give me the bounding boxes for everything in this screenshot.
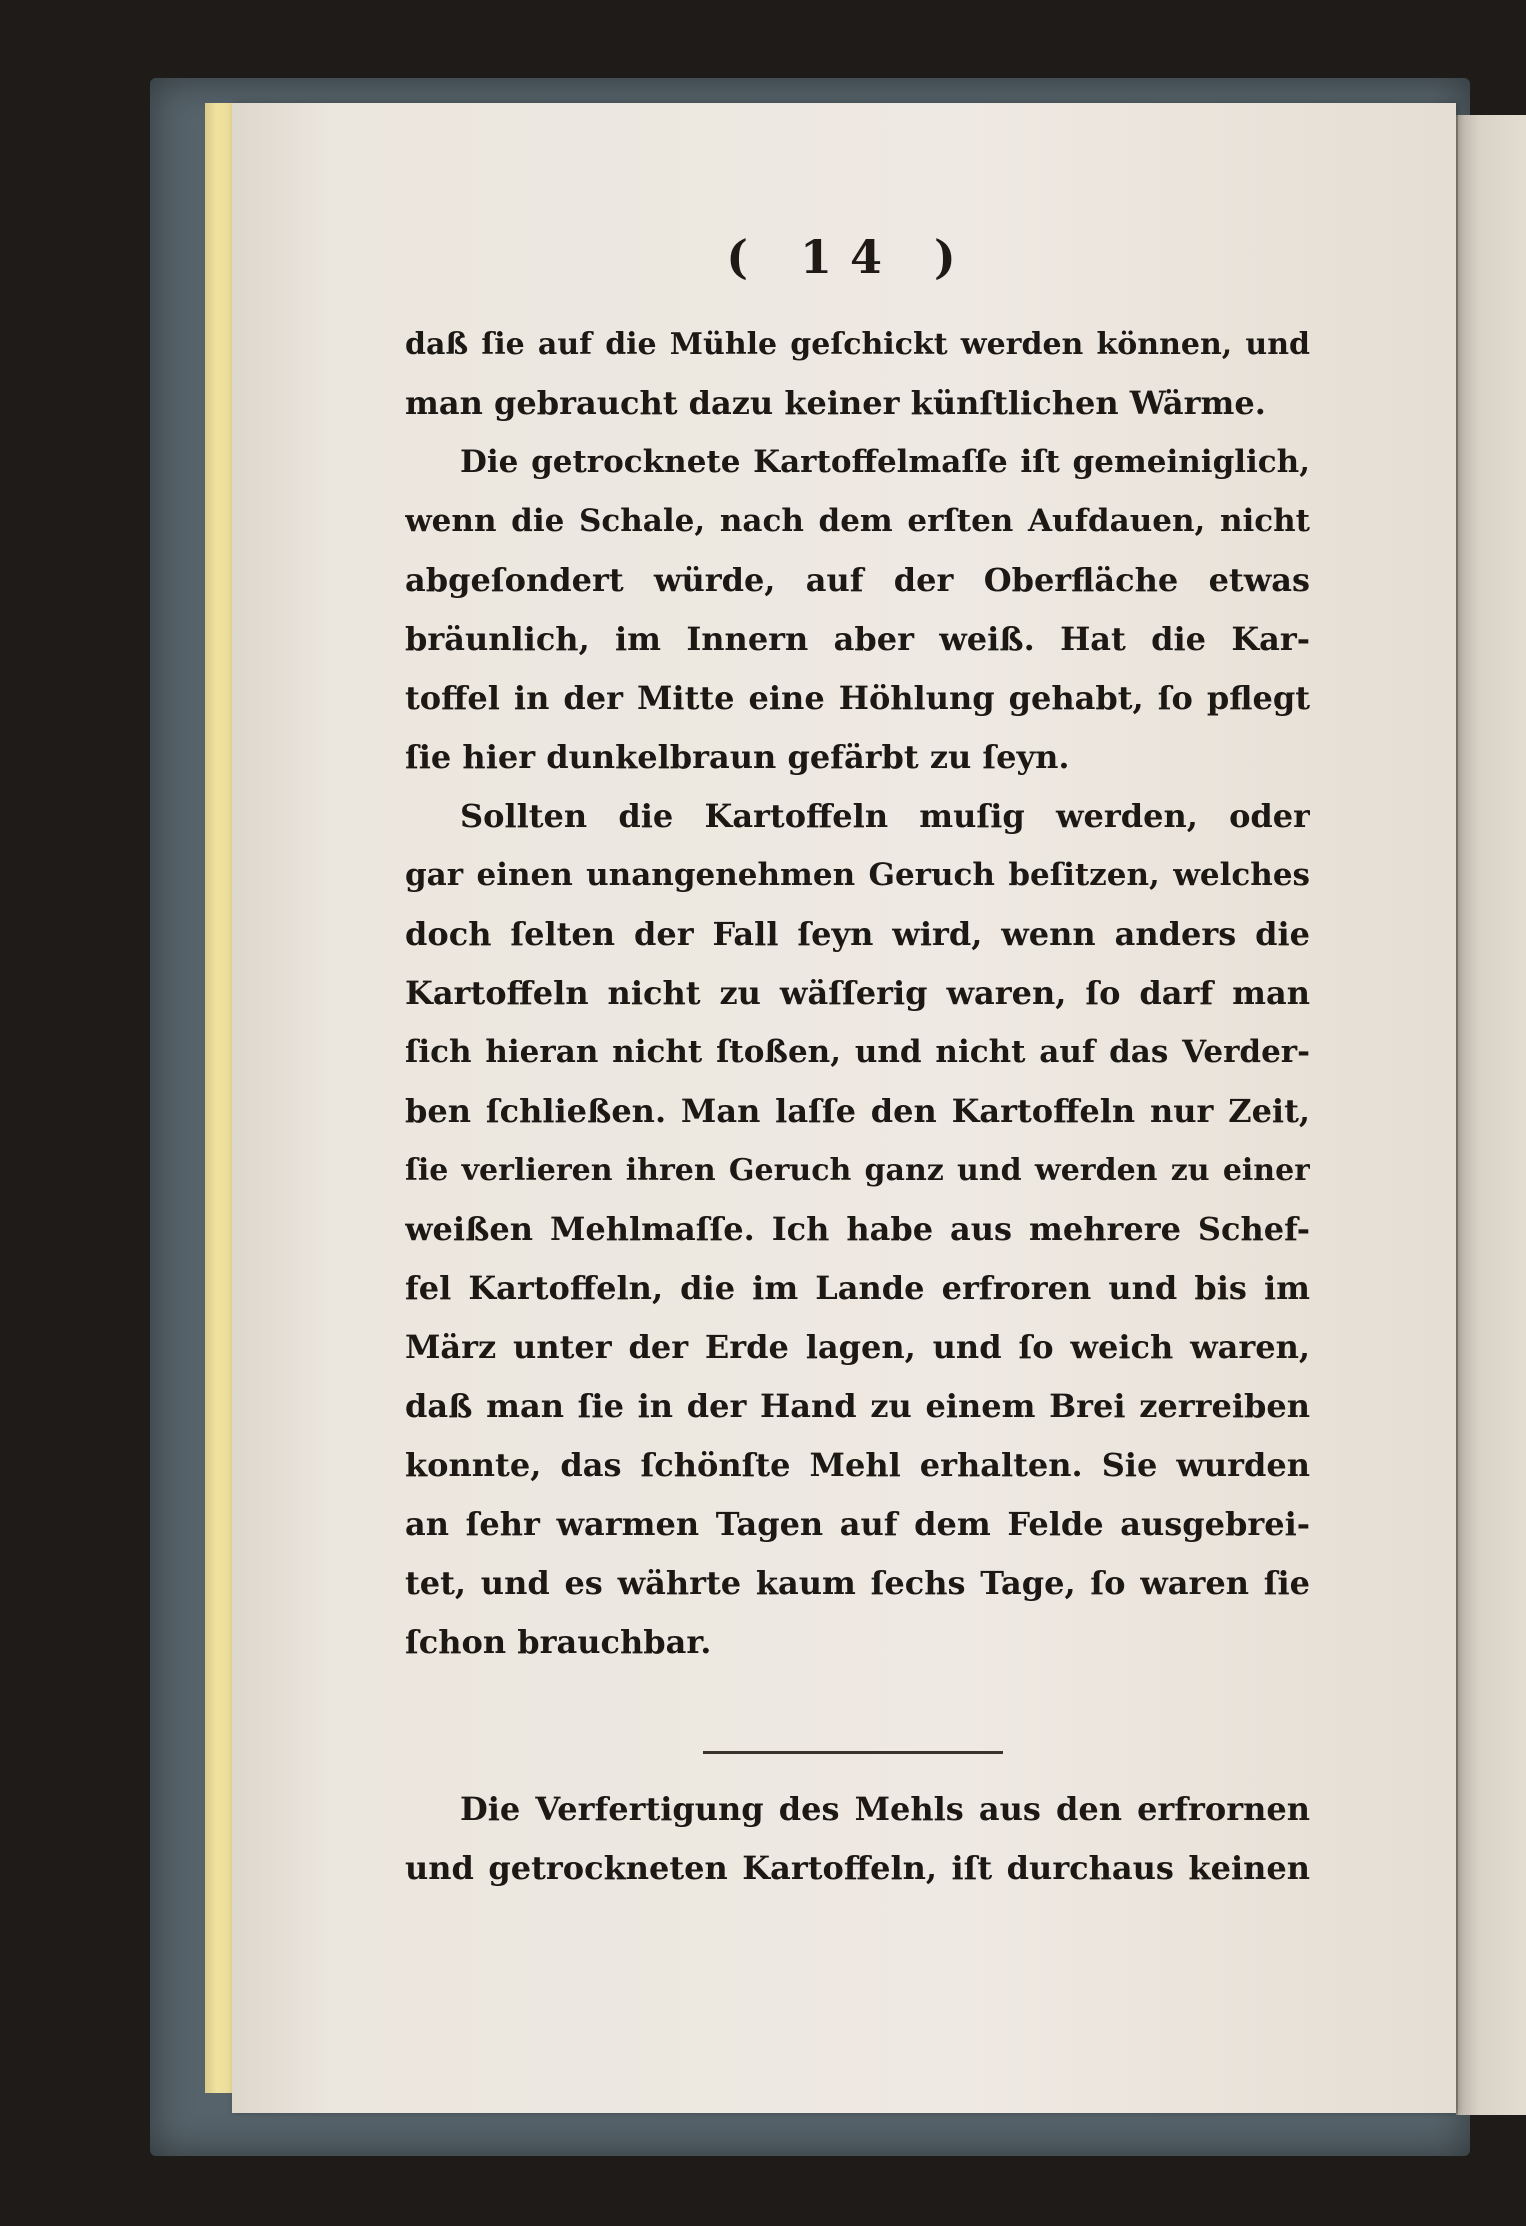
text-line: ſich hieran nicht ſtoßen, und nicht auf das Verder-	[405, 1034, 1310, 1070]
text-line: ſchon brauchbar.	[405, 1623, 712, 1661]
text-line: weißen Mehlmaſſe. Ich habe aus mehrere Schef-	[405, 1210, 1310, 1248]
text-line: März unter der Erde lagen, und ſo weich waren,	[405, 1328, 1310, 1366]
text-line: konnte, das ſchönſte Mehl erhalten. Sie wurden	[405, 1446, 1310, 1484]
text-line: Sollten die Kartoffeln muſig werden, oder	[460, 797, 1310, 835]
text-line: doch ſelten der Fall ſeyn wird, wenn anders die	[405, 915, 1310, 953]
text-line: ben ſchließen. Man laſſe den Kartoffeln nur Zeit,	[405, 1092, 1310, 1130]
text-line: ſie verlieren ihren Geruch ganz und werden zu einer	[405, 1153, 1310, 1188]
text-line: Kartoffeln nicht zu wäſſerig waren, ſo darf man	[405, 974, 1310, 1012]
text-line: daß ſie auf die Mühle geſchickt werden können, und	[405, 327, 1310, 362]
text-line: bräunlich, im Innern aber weiß. Hat die Kar-	[405, 620, 1310, 658]
text-line: toffel in der Mitte eine Höhlung gehabt, ſo pflegt	[405, 679, 1310, 717]
body-text	[405, 315, 1310, 1672]
text-line: an ſehr warmen Tagen auf dem Felde ausgebrei-	[405, 1505, 1310, 1543]
section-text	[405, 1780, 1310, 1898]
adjacent-page	[1456, 115, 1526, 2115]
page-edge	[205, 103, 235, 2093]
text-line: abgeſondert würde, auf der Oberfläche etwas	[405, 561, 1310, 599]
text-line: und getrockneten Kartoffeln, iſt durchaus keinen	[405, 1849, 1310, 1887]
text-line: man gebraucht dazu keiner künſtlichen Wärme.	[405, 384, 1266, 422]
text-line: Die Verfertigung des Mehls aus den erfrornen	[460, 1790, 1310, 1828]
text-line: tet, und es währte kaum ſechs Tage, ſo waren ſie	[405, 1564, 1310, 1602]
text-line: Die getrocknete Kartoffelmaſſe iſt gemeiniglich,	[460, 444, 1310, 480]
text-line: gar einen unangenehmen Geruch beſitzen, welches	[405, 857, 1310, 893]
text-line: daß man ſie in der Hand zu einem Brei zerreiben	[405, 1387, 1310, 1425]
text-line: fel Kartoffeln, die im Lande erfroren und bis im	[405, 1269, 1310, 1307]
text-line: wenn die Schale, nach dem erſten Aufdauen, nicht	[405, 503, 1310, 539]
section-divider	[703, 1751, 1003, 1754]
page-number: ( 14 )	[726, 230, 974, 284]
text-line: ſie hier dunkelbraun gefärbt zu ſeyn.	[405, 738, 1070, 776]
